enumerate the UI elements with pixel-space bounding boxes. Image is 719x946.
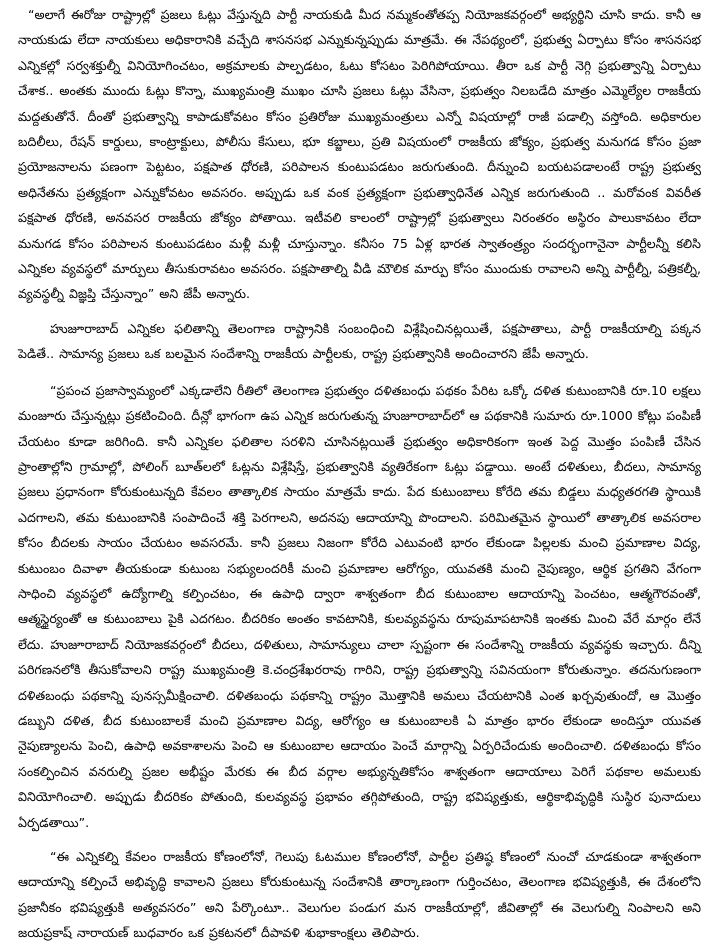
- article-paragraph-huzurabad-result: హుజూరాబాద్ ఎన్నికల ఫలితాన్ని తెలంగాణ రాష్ట్రానికి సంబంధించి విశ్లేషించినట్లయితే, పక్షపాతాలు, పార్టీ రాజకీయాల్ని పక్కన పెడితే.. సామాన్య ప్రజలు ఒక బలమైన సందేశాన్ని రాజకీయ పార్టీలకు, రాష్ట్ర ప్రభుత్వానికి అందించారని జేపీ అన్నారు.: [18, 320, 701, 362]
- article-paragraph-closing-greetings: “ఈ ఎన్నికల్ని కేవలం రాజకీయ కోణంలోనో, గెలుపు ఓటముల కోణంలోనో, పార్టీల ప్రతిష్ఠ కోణంలో నుంచో చూడకుండా శాశ్వతంగా ఆదాయాన్ని కల్పించే అభివృద్ధి కావాలని ప్రజలు కోరుకుంటున్న సందేశానికి తార్కాణంగా గుర్తించటం, తెలంగాణ భవిష్యత్తుకి, ఈ దేశంలోని ప్రజానీకం భవిష్యత్తుకి అత్యవసరం” అని పేర్కొంటూ.. వెలుగుల పండుగ మన రాజకీయాల్లో, జీవితాల్లో ఈ వెలుగుల్ని నింపాలని అని జయప్రకాష్ నారాయణ్ బుధవారం ఒక ప్రకటనలో దీపావళి శుభాకాంక్షలు తెలిపారు.: [18, 849, 701, 941]
- article-paragraph-jp-quote: “అలాగే ఈరోజు రాష్ట్రాల్లో ప్రజలు ఓట్లు వేస్తున్నది పార్టీ నాయకుడి మీద నమ్మకంతోతప్ప నియోజకవర్గంలో అభ్యర్థిని చూసి కాదు. కానీ ఆ నాయకుడు లేదా నాయకులు అధికారానికి వచ్చేది శాసనసభ ఎన్నుకున్నప్పుడు మాత్రమే. ఈ నేపథ్యంలో, ప్రభుత్వ ఏర్పాటు కోసం శాసనసభ ఎన్నికల్లో సర్వశక్తుల్నీ వినియోగించటం, అక్రమాలకు పాల్పడటం, ఓటు కోసటం పెరిగిపోయాయి. తీరా ఒక పార్టీ నెగ్గి ప్రభుత్వాన్ని ఏర్పాటు చేశాక.. అంతకు ముందు ఓట్లు కొన్నా, ముఖ్యమంత్రి ముఖం చూసి ప్రజలు ఓట్లు వేసినా, ప్రభుత్వం నిలబడేది మాత్రం ఎమ్మెల్యేల రాజకీయ మద్దతుతోనే. దీంతో ప్రభుత్వాన్ని కాపాడుకోవటం కోసం ప్రతిరోజు ముఖ్యమంత్రులు ఎన్నో విషయాల్లో రాజీ పడాల్సి వస్తోంది. అధికారుల బదిలీలు, రేషన్ కార్డులు, కాంట్రాక్టులు, పోలీసు కేసులు, భూ కబ్జాలు, ప్రతి విషయంలో రాజకీయ జోక్యం, ప్రభుత్వ మనుగడ కోసం ప్రజా ప్రయోజనాలను పణంగా పెట్టటం, పక్షపాత ధోరణి, పరిపాలన కుంటుపడటం జరుగుతుంది. దీన్నుంచి బయటపడాలంటే రాష్ట్ర ప్రభుత్వ అధినేతను ప్రత్యక్షంగా ఎన్నుకోవటం అవసరం. అప్పుడు ఒక వంక ప్రత్యక్షంగా ప్రభుత్వాధినేత ఎన్నిక జరుగుతుంది .. మరోవంక వివరీత పక్షపాత ధోరణి, అనవసర రాజకీయ జోక్యం పోతాయి. ఇటీవలి కాలంలో రాష్ట్రాల్లో ప్రభుత్వాలు నిరంతరం అస్థిరం పాలుకావటం లేదా మనుగడ కోసం పరిపాలన కుంటుపడటం మళ్లీ మళ్లీ చూస్తున్నాం. కనీసం 75 ఏళ్ల భారత స్వాతంత్ర్యం సందర్భంగానైనా పార్టీలన్నీ కలిసి ఎన్నికల వ్యవస్థలో మార్పులు తీసుకురావటం అవసరం. పక్షపాతాల్ని వీడి మౌలిక మార్పు కోసం ముందుకు రావాలని అన్ని పార్టీల్నీ, పత్రికల్నీ, వ్యవస్థల్నీ విజ్ఞప్తి చేస్తున్నాం” అని జేపీ అన్నారు.: [18, 7, 701, 302]
- article-paragraph-dalitha-bandhu: “ప్రపంచ ప్రజాస్వామ్యంలో ఎక్కడాలేని రీతిలో తెలంగాణ ప్రభుత్వం దళితబంధు పథకం పేరిట ఒక్కో దళిత కుటుంబానికి రూ.10 లక్షలు మంజూరు చేస్తున్నట్లు ప్రకటించింది. దీన్లో భాగంగా ఉప ఎన్నిక జరుగుతున్న హుజూరాబాద్‌లో ఆ పథకానికి సుమారు రూ.1000 కోట్లు పంపిణీ చేయటం కూడా జరిగింది. కానీ ఎన్నికల ఫలితాల సరళిని చూసినట్లయితే ప్రభుత్వం అధికారికంగా ఇంత పెద్ద మొత్తం పంపిణీ చేసిన ప్రాంతాల్లోని గ్రామాల్లో, పోలింగ్ బూత్‌లలో ఓట్లను విశ్లేషిస్తే, ప్రభుత్వానికి వ్యతిరేకంగా ఓట్లు పడ్డాయి. అంటే దళితులు, బీదలు, సామాన్య ప్రజలు ప్రధానంగా కోరుకుంటున్నది కేవలం తాత్కాలిక సాయం మాత్రమే కాదు. పేద కుటుంబాలు కోరేది తమ బిడ్డలు మధ్యతరగతి స్థాయికి ఎదగాలని, తమ కుటుంబానికి సంపాదించే శక్తి పెరగాలని, అదనపు ఆదాయాన్ని పొందాలని. పరిమితమైన స్థాయిలో తాత్కాలిక అవసరాల కోసం బీదలకు సాయం చేయటం అవసరమే. కానీ ప్రజలు నిజంగా కోరేది ఎటువంటి భారం లేకుండా పిల్లలకు మంచి ప్రమాణాల విద్య, కుటుంబం దివాళా తీయకుండా కుటుంబ సభ్యులందరికీ మంచి ప్రమాణాల ఆరోగ్యం, యువతకి మంచి నైపుణ్యం, ఆర్థిక ప్రగతిని వేగంగా సాధించి వ్యవస్థలో ఉద్యోగాల్ని కల్పించటం, ఈ ఉపాధి ద్వారా శాశ్వతంగా బీద కుటుంబాల ఆదాయాన్ని పెంచటం, ఆత్మగౌరవంతో, ఆత్మస్థైర్యంతో ఆ కుటుంబాలు పైకి ఎదగటం. బీదరికం అంతం కావటానికి, కులవ్యవస్థను రూపుమాపటానికి ఇంతకు మించి వేరే మార్గం లేనే లేదు. హుజూరాబాద్ నియోజకవర్గంలో బీదలు, దళితులు, సామాన్యులు చాలా స్పష్టంగా ఈ సందేశాన్ని రాజకీయ వ్యవస్థకు ఇచ్చారు. దీన్ని పరిగణనలోకి తీసుకోవాలని రాష్ట్ర ముఖ్యమంత్రి కె.చంద్రశేఖరరావు గారిని, రాష్ట్ర ప్రభుత్వాన్ని సవినయంగా కోరుతున్నాం. తదనుగుణంగా దళితబంధు పథకాన్ని పునస్సమీక్షించాలి. దళితబంధు పథకాన్ని రాష్ట్రం మొత్తానికి అమలు చేయటానికి ఎంత ఖర్చవుతుందో, ఆ మొత్తం డబ్బుని దళిత, బీద కుటుంబాలకే మంచి ప్రమాణాల విద్య, ఆరోగ్యం ఆ కుటుంబాలకి ఏ మాత్రం భారం లేకుండా అందిస్తూ యువత నైపుణ్యాలను పెంచి, ఉపాధి అవకాశాలను పెంచి ఆ కుటుంబాల ఆదాయం పెంచే మార్గాన్ని ఏర్పరిచేందుకు అందించాలి. దళితబంధు కోసం సంకల్పించిన వనరుల్ని ప్రజల అభీష్టం మేరకు ఈ బీద వర్గాల అభ్యున్నతికోసం శాశ్వతంగా ఆదాయాలు పెరిగే పథకాల అమలుకు వినియోగించాలి. అప్పుడు బీదరికం పోతుంది, కులవ్యవస్థ ప్రభావం తగ్గిపోతుంది, రాష్ట్ర భవిష్యత్తుకు, ఆర్థికాభివృద్ధికి సుస్థిర పునాదులు ఏర్పడతాయి”.: [18, 382, 702, 830]
